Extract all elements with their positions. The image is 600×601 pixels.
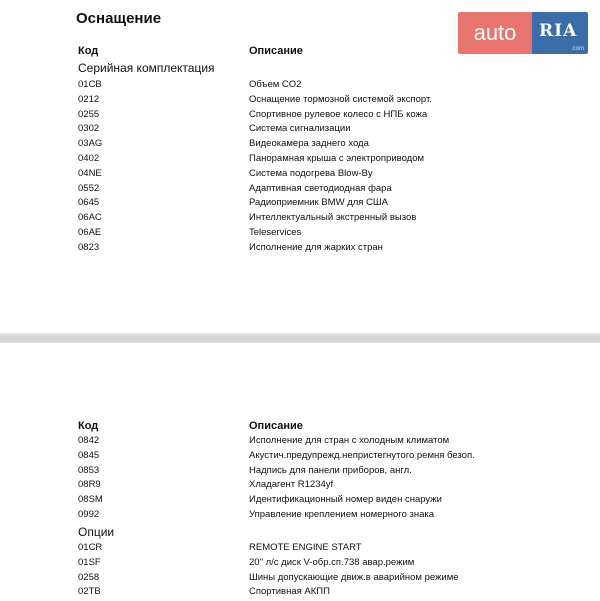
option-description: Видеокамера заднего хода (249, 138, 369, 150)
option-description: Хладагент R1234yf (249, 479, 334, 491)
table-row (0, 557, 600, 572)
column-header-description: Описание (249, 45, 303, 57)
table-row (0, 153, 600, 168)
table-row (0, 227, 600, 242)
option-description: Спортивная АКПП (249, 586, 330, 598)
table-row (0, 479, 600, 494)
option-code: 0992 (78, 509, 100, 520)
option-code: 08SM (78, 494, 103, 506)
logo-auto: auto (458, 12, 532, 54)
table-row (0, 494, 600, 509)
option-description: Интеллектуальный экстренный вызов (249, 212, 417, 224)
table-row (0, 542, 600, 557)
option-code: 02TB (78, 586, 101, 598)
option-code: 04NE (78, 167, 102, 179)
option-code: 0645 (78, 197, 100, 209)
table-row (0, 94, 600, 109)
column-header-description: Описание (249, 420, 303, 432)
table-row (0, 123, 600, 138)
option-description: Управление креплением номерного знака (249, 509, 435, 520)
option-description: Радиоприемник BMW для США (249, 197, 388, 209)
table-row (0, 465, 600, 480)
table-row (0, 586, 600, 601)
autoria-logo (458, 12, 588, 54)
table-row (0, 242, 600, 257)
table-row (0, 572, 600, 587)
option-description: REMOTE ENGINE START (249, 542, 362, 553)
table-row (0, 450, 600, 465)
table-row (0, 212, 600, 227)
document-page-2 (0, 343, 600, 601)
option-description: 20" л/с диск V-обр.сп.738 авар.режим (249, 556, 415, 568)
option-description: Teleservices (249, 227, 302, 238)
logo-com: .com (570, 46, 584, 52)
option-description: Объем CO2 (249, 79, 302, 90)
table-row (0, 197, 600, 212)
logo-ria (532, 12, 588, 54)
option-description: Шины допускающие движ.в аварийном режиме (249, 571, 459, 583)
option-code: 0402 (78, 153, 100, 164)
section-options: Опции (78, 525, 115, 539)
option-description: Исполнение для стран с холодным климатом (249, 435, 450, 446)
option-code: 0255 (78, 108, 100, 120)
option-description: Идентификационный номер виден снаружи (249, 494, 442, 506)
option-code: 01SF (78, 556, 101, 568)
option-code: 0842 (78, 435, 100, 446)
option-code: 03AG (78, 138, 103, 150)
table-row (0, 168, 600, 183)
option-description: Система подогрева Blow-By (249, 167, 373, 179)
option-code: 0823 (78, 241, 100, 253)
page-title: Оснащение (76, 10, 162, 27)
option-description: Панорамная крыша с электроприводом (249, 153, 425, 164)
table-row (0, 435, 600, 450)
option-code: 0258 (78, 571, 100, 583)
table-row (0, 509, 600, 524)
logo-ria-text: RIA (539, 21, 578, 41)
option-code: 08R9 (78, 479, 101, 491)
option-code: 06AC (78, 212, 102, 224)
option-code: 01CR (78, 542, 103, 553)
option-code: 01CB (78, 79, 102, 90)
table-row (0, 138, 600, 153)
table-row (0, 109, 600, 124)
option-code: 0552 (78, 182, 100, 194)
option-description: Оснащение тормозной системой экспорт. (249, 93, 432, 105)
table-row (0, 79, 600, 94)
section-standard-equipment: Серийная комплектация (78, 61, 215, 75)
column-header-code: Код (78, 420, 99, 432)
option-description: Исполнение для жарких стран (249, 241, 383, 253)
option-code: 0302 (78, 123, 100, 135)
option-code: 0845 (78, 449, 100, 461)
option-description: Акустич.предупрежд.непристегнутого ремня безоп. (249, 449, 475, 461)
option-code: 0853 (78, 464, 100, 476)
option-code: 06AE (78, 227, 102, 238)
option-description: Адаптивная светодиодная фара (249, 182, 392, 194)
option-description: Надпись для панели приборов, англ. (249, 464, 412, 476)
column-header-code: Код (78, 45, 99, 57)
option-description: Спортивное рулевое колесо с НПБ кожа (249, 108, 428, 120)
table-row (0, 183, 600, 198)
option-code: 0212 (78, 93, 100, 105)
option-description: Система сигнализации (249, 123, 351, 135)
